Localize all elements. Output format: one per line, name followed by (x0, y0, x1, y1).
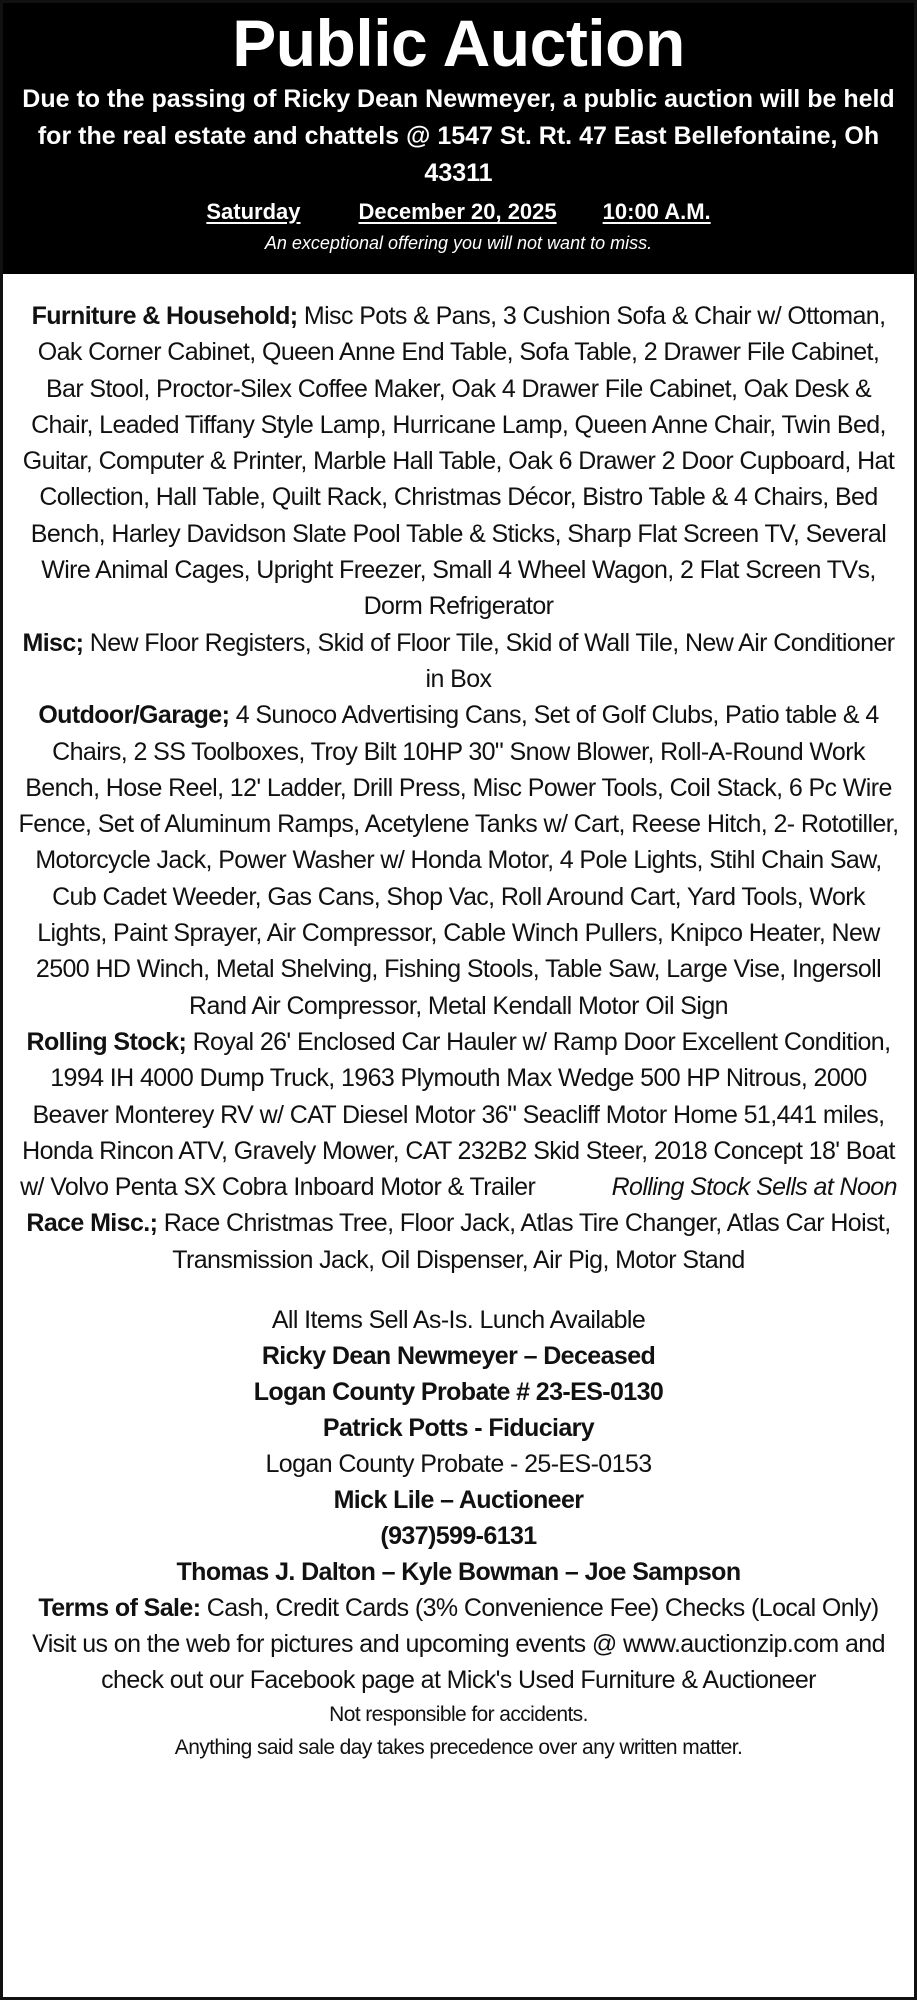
section-heading: Outdoor/Garage; (38, 701, 230, 730)
flyer-subtitle: Due to the passing of Ricky Dean Newmeyer, a public auction will be held for the real estate and chattels @ 1547 St. Rt. 47 East Bellefontaine, Oh 43311 (22, 85, 895, 187)
section-heading: Furniture & Household; (31, 302, 298, 330)
section-text: Race Christmas Tree, Floor Jack, Atlas Tire Changer, Atlas Car Hoist, Transmission Jack, Oil Dispenser, Air Pig, Motor Stand (163, 1209, 891, 1274)
fiduciary-line: Patrick Potts - Fiduciary (322, 1414, 595, 1443)
section-race-misc (17, 1205, 900, 1278)
web-info: Visit us on the web for pictures and upcoming events @ www.auctionzip.com and check out our Facebook page at Mick's Used Furniture & Auctioneer (32, 1630, 885, 1695)
section-heading: Misc; (22, 628, 84, 657)
terms-text: Cash, Credit Cards (3% Convenience Fee) Checks (Local Only) (206, 1594, 879, 1623)
tagline: An exceptional offering you will not want to miss. (264, 233, 653, 253)
as-is-note: All Items Sell As-Is. Lunch Available (271, 1306, 646, 1335)
probate-number-1: Logan County Probate # 23-ES-0130 (253, 1378, 664, 1407)
section-misc (17, 625, 900, 698)
auction-date: December 20, 2025 (358, 199, 557, 224)
flyer-footer (17, 1302, 900, 1764)
section-furniture (17, 298, 900, 625)
auctioneer-line: Mick Lile – Auctioneer (333, 1486, 584, 1515)
rolling-stock-note: Rolling Stock Sells at Noon (611, 1173, 897, 1202)
section-rolling-stock (17, 1024, 900, 1205)
flyer-title: Public Auction (232, 6, 685, 80)
section-outdoor-garage (17, 697, 900, 1024)
section-text: 4 Sunoco Advertising Cans, Set of Golf Clubs, Patio table & 4 Chairs, 2 SS Toolboxes, Troy Bilt 10HP 30" Snow Blower, Roll-A-Round Work Bench, Hose Reel, 12' Ladder, Drill Press, Misc Power Tools, Coil Stack, 6 Pc Wire Fence, Set of Aluminum Ramps, Acetylene Tanks w/ Cart, Reese Hitch, 2- Rototiller, Motorcycle Jack, Power Washer w/ Honda Motor, 4 Pole Lights, Stihl Chain Saw, Cub Cadet Weeder, Gas Cans, Shop Vac, Roll Around Cart, Yard Tools, Work Lights, Paint Sprayer, Air Compressor, Cable Winch Pullers, Knipco Heater, New 2500 HD Winch, Metal Shelving, Fishing Stools, Table Saw, Large Vise, Ingersoll Rand Air Compressor, Metal Kendall Motor Oil Sign (18, 701, 899, 1020)
deceased-line: Ricky Dean Newmeyer – Deceased (261, 1342, 656, 1371)
disclaimer-accidents: Not responsible for accidents. (329, 1703, 588, 1727)
auction-time: 10:00 A.M. (602, 199, 711, 224)
section-text: New Floor Registers, Skid of Floor Tile, Skid of Wall Tile, New Air Conditioner in Box (89, 628, 895, 693)
phone-number: (937)599-6131 (380, 1522, 537, 1551)
date-line (13, 196, 904, 228)
disclaimer-precedence: Anything said sale day takes precedence over any written matter. (174, 1736, 743, 1760)
staff-line: Thomas J. Dalton – Kyle Bowman – Joe Sampson (176, 1558, 741, 1587)
terms-of-sale (17, 1590, 900, 1626)
section-heading: Race Misc.; (26, 1209, 158, 1238)
section-heading: Rolling Stock; (26, 1027, 187, 1056)
flyer-header (3, 3, 914, 274)
section-text: Misc Pots & Pans, 3 Cushion Sofa & Chair w/ Ottoman, Oak Corner Cabinet, Queen Anne End Table, Sofa Table, 2 Drawer File Cabinet, Bar Stool, Proctor-Silex Coffee Maker, Oak 4 Drawer File Cabinet, Oak Desk & Chair, Leaded Tiffany Style Lamp, Hurricane Lamp, Queen Anne Chair, Twin Bed, Guitar, Computer & Printer, Marble Hall Table, Oak 6 Drawer 2 Door Cupboard, Hat Collection, Hall Table, Quilt Rack, Christmas Décor, Bistro Table & 4 Chairs, Bed Bench, Harley Davidson Slate Pool Table & Sticks, Sharp Flat Screen TV, Several Wire Animal Cages, Upright Freezer, Small 4 Wheel Wagon, 2 Flat Screen TVs, Dorm Refrigerator (22, 302, 895, 621)
item-listing (3, 274, 914, 1764)
probate-number-2: Logan County Probate - 25-ES-0153 (265, 1450, 652, 1479)
terms-label: Terms of Sale: (38, 1594, 201, 1623)
section-text: Royal 26' Enclosed Car Hauler w/ Ramp Door Excellent Condition, 1994 IH 4000 Dump Truck, 1963 Plymouth Max Wedge 500 HP Nitrous, 2000 Beaver Monterey RV w/ CAT Diesel Motor 36" Seacliff Motor Home 51,441 miles, Honda Rincon ATV, Gravely Mower, CAT 232B2 Skid Steer, 2018 Concept 18' Boat w/ Volvo Penta SX Cobra Inboard Motor & Trailer (20, 1027, 895, 1202)
auction-day: Saturday (206, 199, 301, 224)
